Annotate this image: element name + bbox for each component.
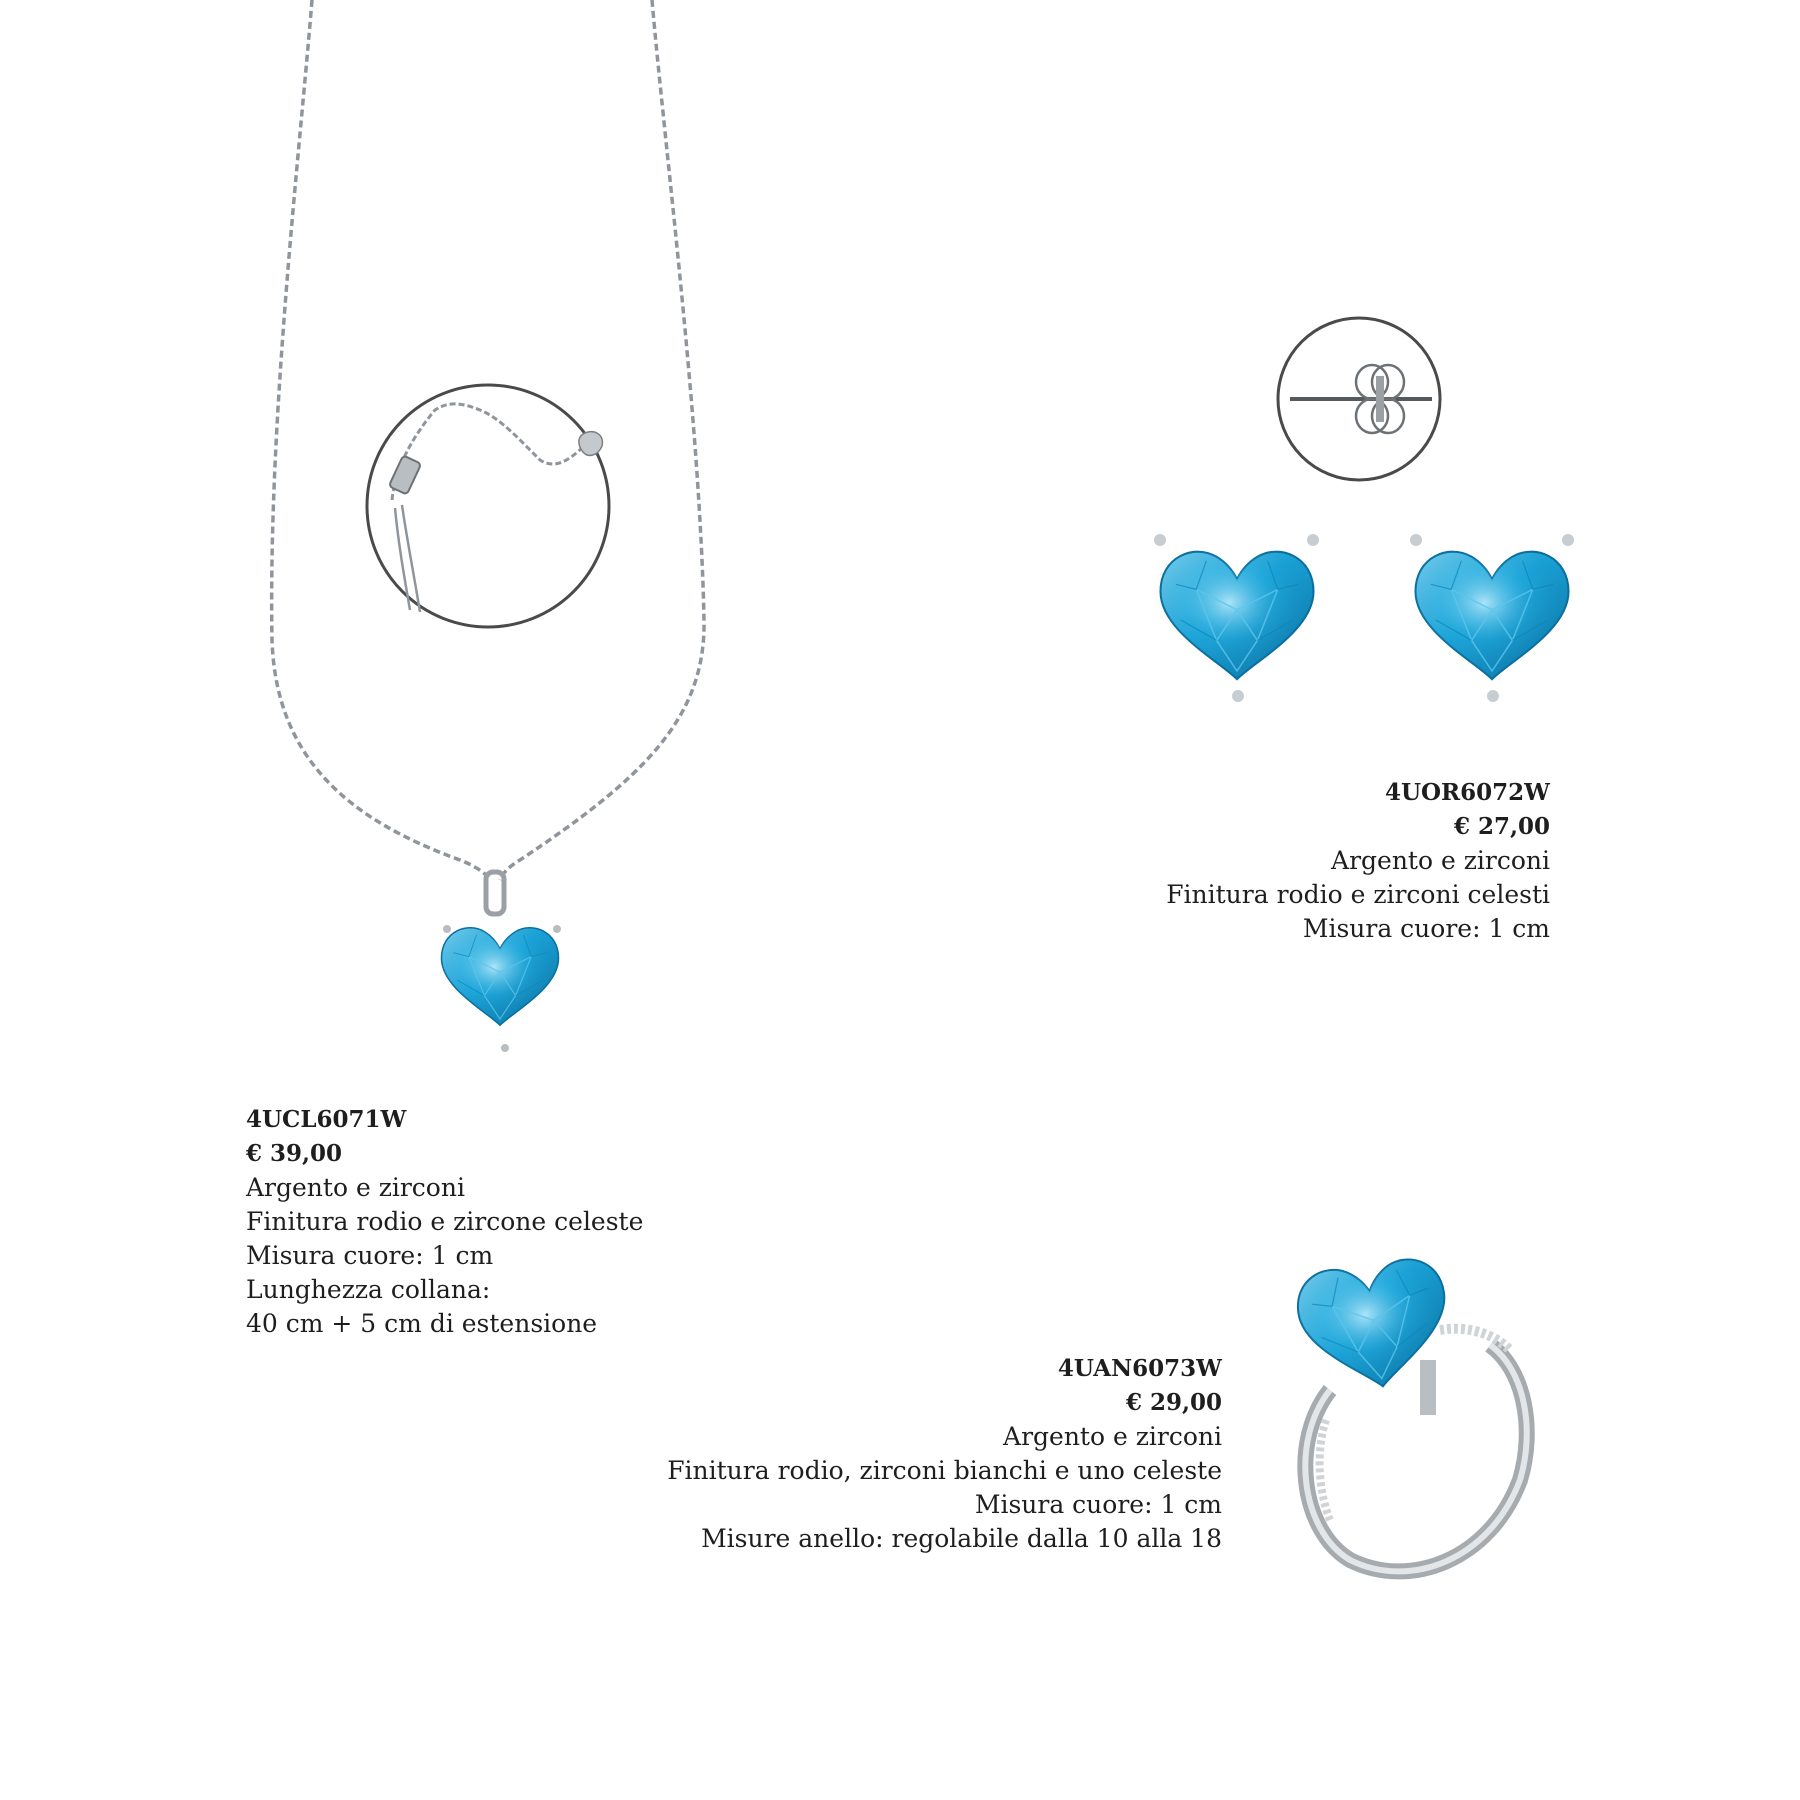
- product-finish: Finitura rodio e zirconi celesti: [1166, 880, 1550, 909]
- product-material: Argento e zirconi: [1331, 846, 1550, 875]
- product-length-value: 40 cm + 5 cm di estensione: [246, 1309, 598, 1338]
- product-finish: Finitura rodio e zircone celeste: [246, 1207, 644, 1236]
- product-material: Argento e zirconi: [246, 1173, 465, 1202]
- ring-image: [1293, 1255, 1527, 1572]
- product-heart-size: Misura cuore: 1 cm: [246, 1241, 494, 1270]
- ring-product-info: [667, 1352, 1222, 1556]
- product-price: € 29,00: [1125, 1389, 1222, 1416]
- earrings-product-info: [1166, 776, 1550, 946]
- clasp-detail-icon: [367, 385, 609, 627]
- necklace-product-info: [246, 1103, 643, 1341]
- product-code: 4UCL6071W: [246, 1106, 407, 1133]
- product-heart-size: Misura cuore: 1 cm: [1302, 914, 1550, 943]
- product-finish: Finitura rodio, zirconi bianchi e uno celeste: [667, 1456, 1222, 1485]
- product-price: € 39,00: [246, 1140, 343, 1167]
- earring-back-detail-icon: [1278, 318, 1440, 480]
- product-heart-size: Misura cuore: 1 cm: [974, 1490, 1222, 1519]
- earrings-image: [1154, 534, 1574, 702]
- product-material: Argento e zirconi: [1003, 1422, 1222, 1451]
- product-price: € 27,00: [1453, 813, 1550, 840]
- product-code: 4UOR6072W: [1384, 779, 1550, 806]
- product-length-label: Lunghezza collana:: [246, 1275, 491, 1304]
- product-code: 4UAN6073W: [1057, 1355, 1222, 1382]
- product-ring-sizes: Misure anello: regolabile dalla 10 alla 18: [701, 1524, 1222, 1553]
